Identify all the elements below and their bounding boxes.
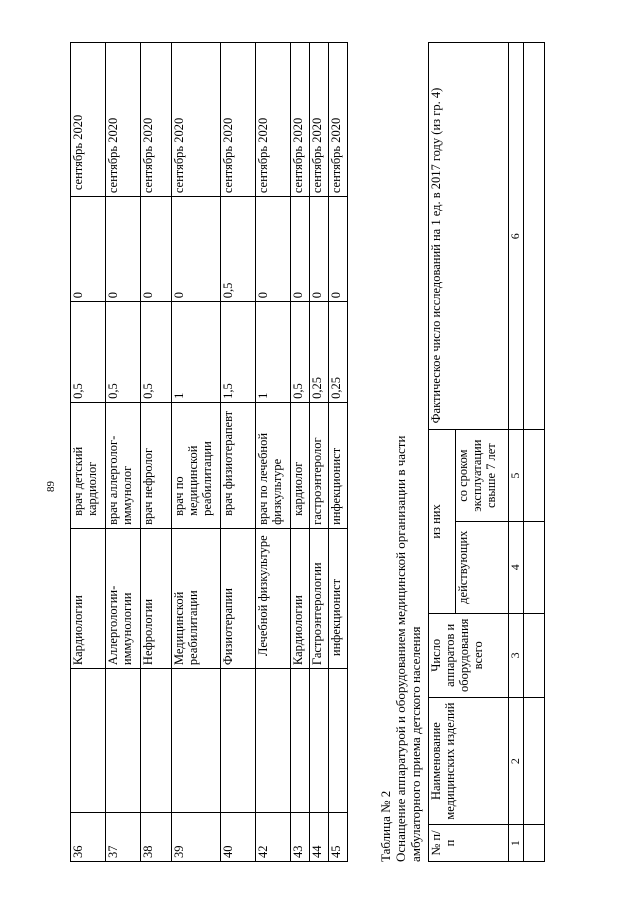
empty-cell: [221, 669, 256, 813]
column-number: 6: [509, 43, 524, 430]
column-number: 1: [509, 825, 524, 862]
profile-cell: Медицинской реабилитации: [172, 528, 221, 668]
header-fact: Фактическое число исследований на 1 ед. в 2017 году (из гр. 4): [429, 43, 509, 430]
column-number: 5: [509, 430, 524, 522]
column-number: 3: [509, 613, 524, 698]
profile-cell: Нефрологии: [141, 528, 172, 668]
post-cell: инфекционист: [329, 402, 348, 528]
profile-cell: Кардиологии: [291, 528, 310, 668]
empty-cell: [141, 669, 172, 813]
header-of-them: из них: [429, 430, 456, 613]
table-row: [106, 43, 141, 862]
date-cell: сентябрь 2020: [106, 43, 141, 197]
date-cell: сентябрь 2020: [291, 43, 310, 197]
rate-cell: 0,5: [291, 302, 310, 403]
profile-cell: Аллергологии-иммунологии: [106, 528, 141, 668]
row-number: 36: [71, 812, 106, 861]
header-old: со сроком эксплуатации свыше 7 лет: [456, 430, 509, 522]
empty-cell: [172, 669, 221, 813]
table-row: [71, 43, 106, 862]
rate-cell: 1,5: [221, 302, 256, 403]
available-cell: 0: [141, 197, 172, 302]
header-count: Число аппаратов и оборудования всего: [429, 613, 509, 698]
empty-cell: [524, 613, 545, 698]
equipment-table: [428, 42, 545, 862]
row-number: 44: [310, 812, 329, 861]
post-cell: гастроэнтеролог: [310, 402, 329, 528]
header-num: № п/п: [429, 825, 509, 862]
rate-cell: 0,5: [141, 302, 172, 403]
column-numbers-row: [509, 43, 524, 862]
row-number: 37: [106, 812, 141, 861]
available-cell: 0: [106, 197, 141, 302]
empty-cell: [310, 669, 329, 813]
empty-cell: [106, 669, 141, 813]
table-caption-text: Оснащение аппаратурой и оборудованием медицинской организации в части амбулаторного приема детского населения: [393, 435, 423, 862]
empty-cell: [524, 825, 545, 862]
table-row: [221, 43, 256, 862]
date-cell: сентябрь 2020: [141, 43, 172, 197]
table-row: [524, 43, 545, 862]
table-row: [172, 43, 221, 862]
table-row: [141, 43, 172, 862]
row-number: 40: [221, 812, 256, 861]
column-number: 2: [509, 698, 524, 825]
row-number: 39: [172, 812, 221, 861]
available-cell: 0,5: [221, 197, 256, 302]
profile-cell: инфекционист: [329, 528, 348, 668]
row-number: 45: [329, 812, 348, 861]
post-cell: врач по медицинской реабилитации: [172, 402, 221, 528]
empty-cell: [256, 669, 291, 813]
header-active: действующих: [456, 521, 509, 613]
post-cell: врач аллерголог-иммунолог: [106, 402, 141, 528]
rate-cell: 0,5: [71, 302, 106, 403]
table-caption-title: Таблица № 2: [378, 790, 393, 862]
date-cell: сентябрь 2020: [329, 43, 348, 197]
date-cell: сентябрь 2020: [221, 43, 256, 197]
staff-table: [70, 42, 348, 862]
column-number: 4: [509, 521, 524, 613]
empty-cell: [329, 669, 348, 813]
rate-cell: 1: [172, 302, 221, 403]
available-cell: 0: [329, 197, 348, 302]
rate-cell: 1: [256, 302, 291, 403]
row-number: 42: [256, 812, 291, 861]
row-number: 38: [141, 812, 172, 861]
post-cell: кардиолог: [291, 402, 310, 528]
table-row: [329, 43, 348, 862]
available-cell: 0: [71, 197, 106, 302]
row-number: 43: [291, 812, 310, 861]
table-row: [310, 43, 329, 862]
post-cell: врач нефролог: [141, 402, 172, 528]
table-row: [256, 43, 291, 862]
header-name: Наименование медицинских изделий: [429, 698, 509, 825]
available-cell: 0: [310, 197, 329, 302]
date-cell: сентябрь 2020: [310, 43, 329, 197]
rate-cell: 0,25: [329, 302, 348, 403]
profile-cell: Гастроэнтерологии: [310, 528, 329, 668]
date-cell: сентябрь 2020: [172, 43, 221, 197]
page-number: 89: [45, 481, 57, 492]
empty-cell: [71, 669, 106, 813]
empty-cell: [524, 698, 545, 825]
empty-cell: [524, 43, 545, 430]
available-cell: 0: [291, 197, 310, 302]
empty-cell: [524, 430, 545, 522]
date-cell: сентябрь 2020: [71, 43, 106, 197]
post-cell: врач детский кардиолог: [71, 402, 106, 528]
rate-cell: 0,25: [310, 302, 329, 403]
table-row: [291, 43, 310, 862]
profile-cell: Кардиологии: [71, 528, 106, 668]
profile-cell: Лечебной физкультуре: [256, 528, 291, 668]
rate-cell: 0,5: [106, 302, 141, 403]
empty-cell: [524, 521, 545, 613]
available-cell: 0: [172, 197, 221, 302]
header-row: [429, 43, 456, 862]
date-cell: сентябрь 2020: [256, 43, 291, 197]
post-cell: врач физиотерапевт: [221, 402, 256, 528]
post-cell: врач по лечебной физкультуре: [256, 402, 291, 528]
available-cell: 0: [256, 197, 291, 302]
profile-cell: Физиотерапии: [221, 528, 256, 668]
empty-cell: [291, 669, 310, 813]
